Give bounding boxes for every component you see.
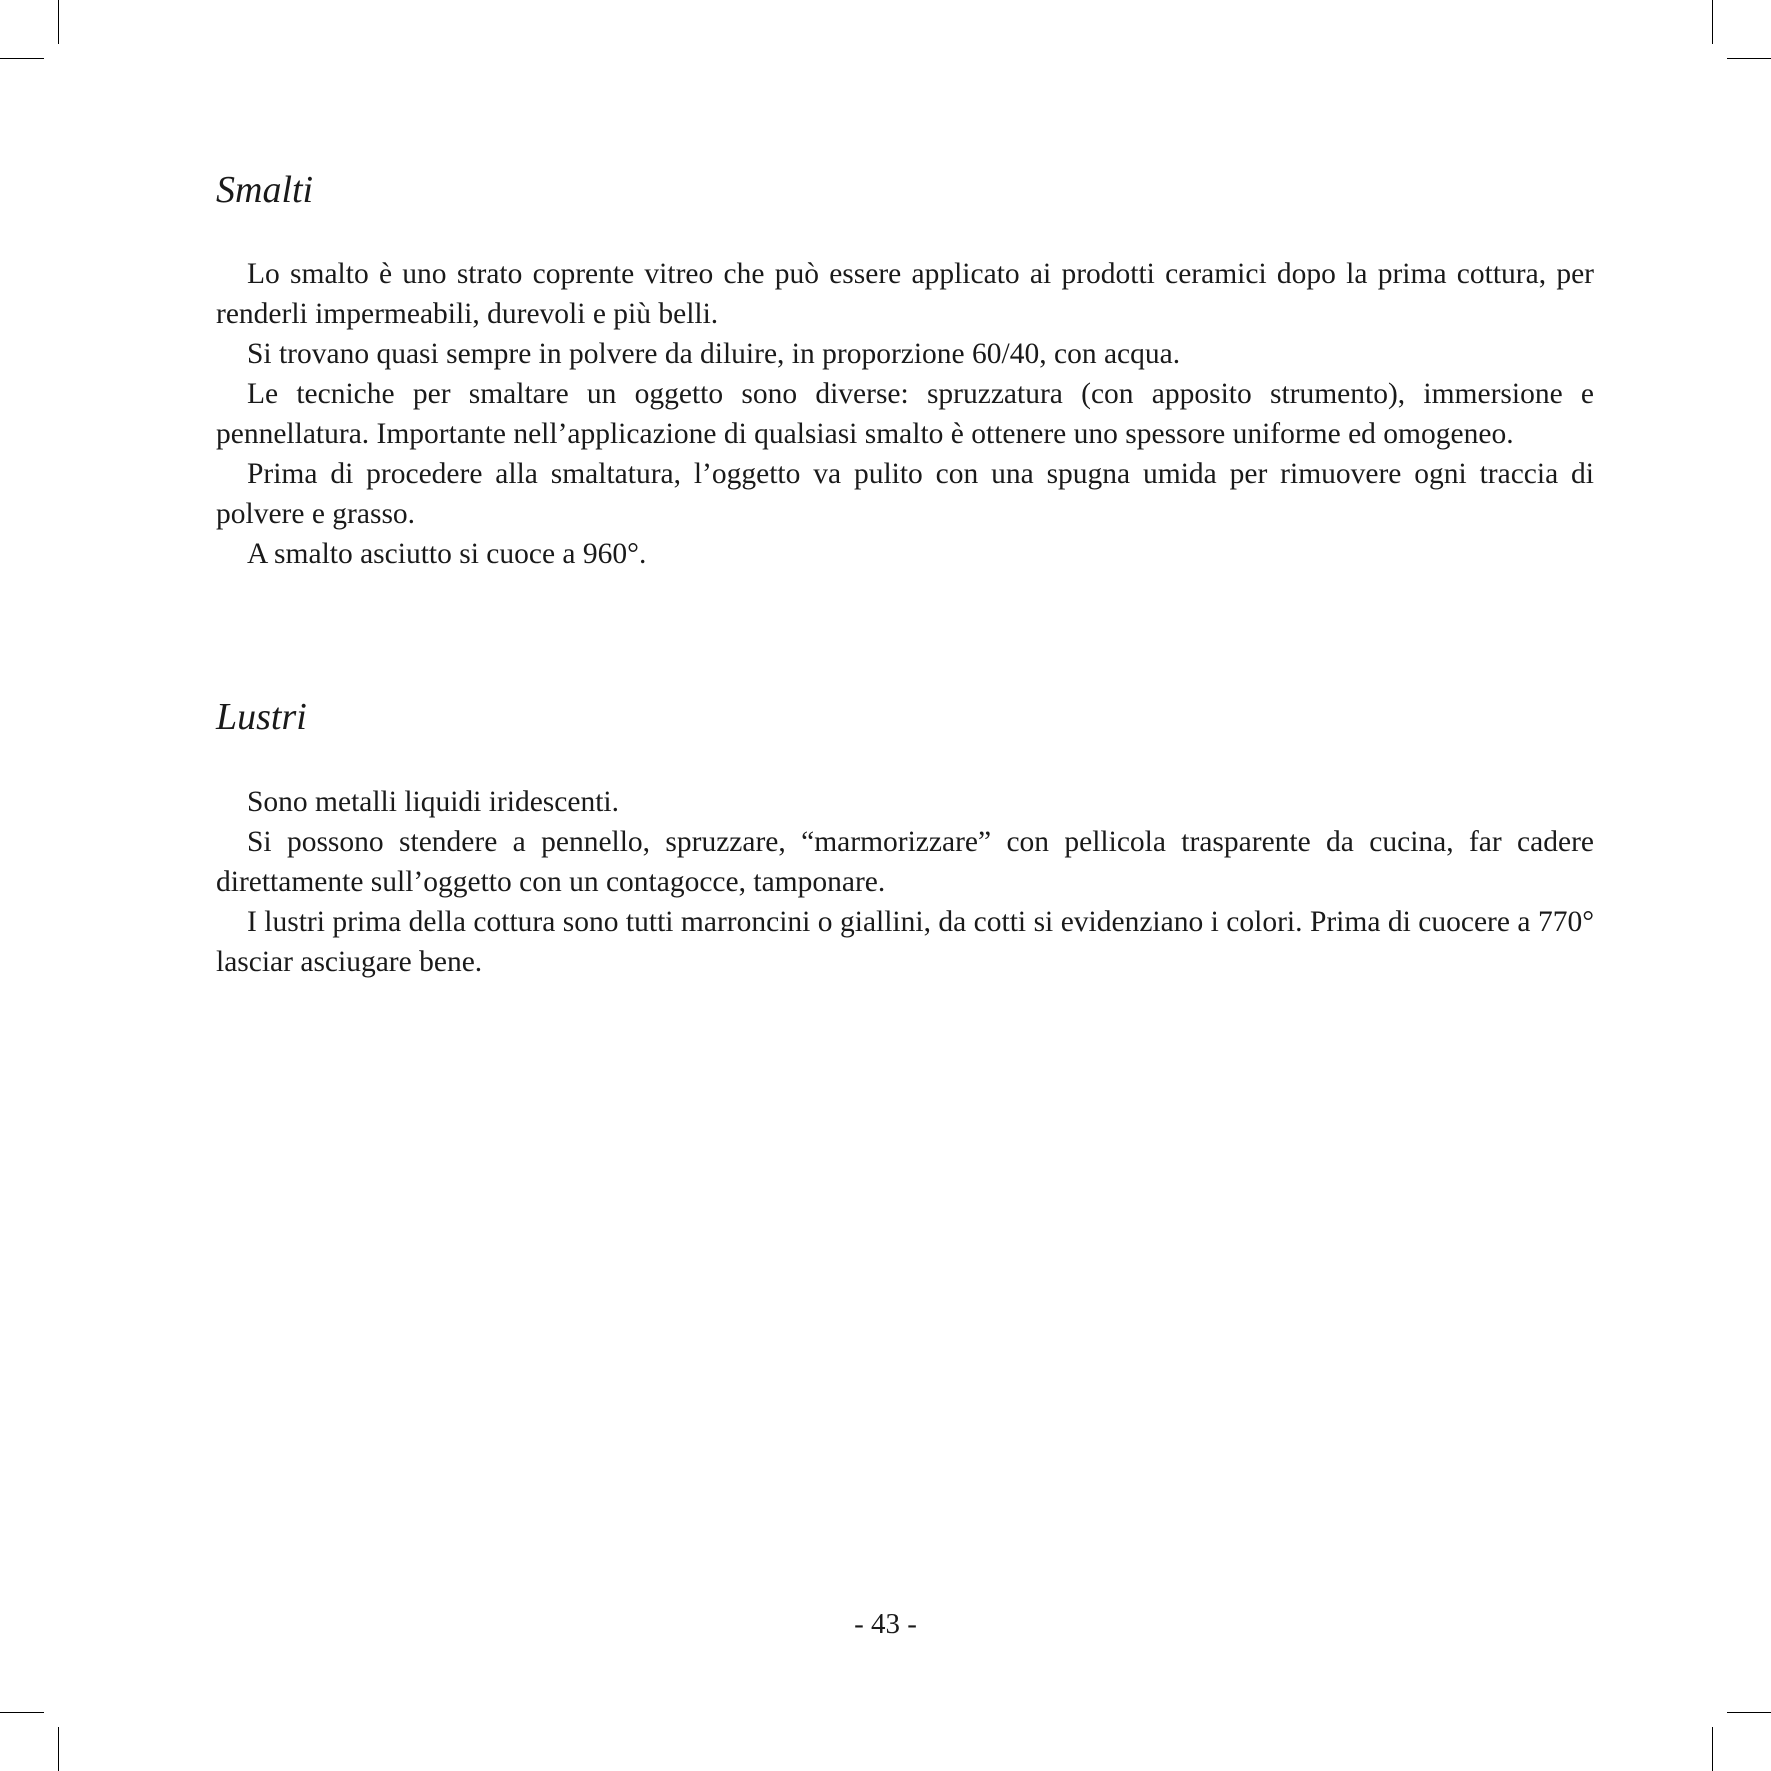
paragraph: Lo smalto è uno strato coprente vitreo che può essere applicato ai prodotti ceramici dopo la prima cottura, per renderli impermeabili, durevoli e più belli. bbox=[216, 258, 1594, 330]
crop-mark-top-right-vertical bbox=[1712, 0, 1713, 44]
section-body-lustri bbox=[216, 782, 1594, 982]
paragraph: I lustri prima della cottura sono tutti marroncini o giallini, da cotti si evidenziano i colori. Prima di cuocere a 770° lasciar asciugare bene. bbox=[216, 906, 1594, 978]
crop-mark-bottom-left-horizontal bbox=[0, 1712, 44, 1713]
section-heading-lustri: Lustri bbox=[216, 696, 307, 738]
section-heading-smalti: Smalti bbox=[216, 169, 314, 211]
paragraph: Sono metalli liquidi iridescenti. bbox=[247, 786, 619, 818]
paragraph: Si trovano quasi sempre in polvere da diluire, in proporzione 60/40, con acqua. bbox=[247, 338, 1181, 370]
crop-mark-top-right-horizontal bbox=[1727, 58, 1771, 59]
crop-mark-bottom-right-vertical bbox=[1712, 1727, 1713, 1771]
crop-mark-top-left-vertical bbox=[58, 0, 59, 44]
section-body-smalti bbox=[216, 254, 1594, 574]
paragraph: Le tecniche per smaltare un oggetto sono diverse: spruzzatura (con apposito strumento), immersione e pennellatura. Importante nell’applicazione di qualsiasi smalto è ottenere uno spessore uniforme ed omogeneo. bbox=[216, 378, 1594, 450]
crop-mark-bottom-right-horizontal bbox=[1727, 1712, 1771, 1713]
paragraph: A smalto asciutto si cuoce a 960°. bbox=[247, 538, 647, 570]
paragraph: Prima di procedere alla smaltatura, l’oggetto va pulito con una spugna umida per rimuovere ogni traccia di polvere e grasso. bbox=[216, 458, 1594, 530]
crop-mark-top-left-horizontal bbox=[0, 58, 44, 59]
page-number: - 43 - bbox=[854, 1608, 917, 1640]
paragraph: Si possono stendere a pennello, spruzzare, “marmorizzare” con pellicola trasparente da cucina, far cadere direttamente sull’oggetto con un contagocce, tamponare. bbox=[216, 826, 1594, 898]
crop-mark-bottom-left-vertical bbox=[58, 1727, 59, 1771]
